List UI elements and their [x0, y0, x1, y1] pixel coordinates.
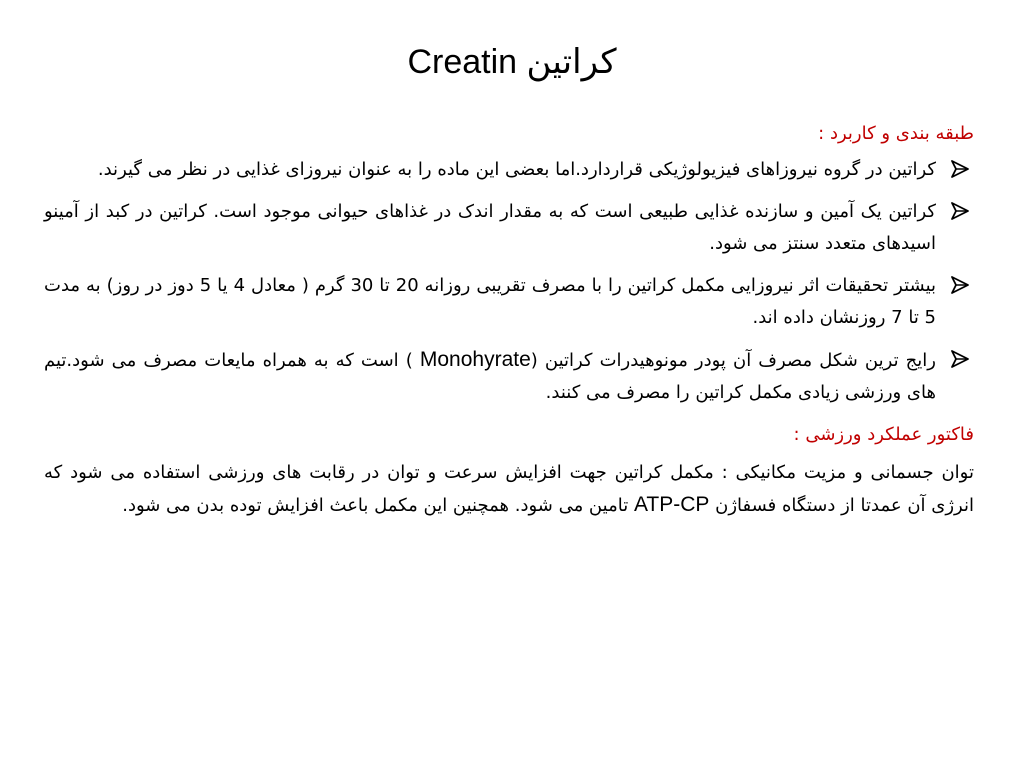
bullet-item: [44, 196, 974, 260]
bullet-item: [44, 344, 974, 409]
bullet-list: [44, 154, 974, 409]
section-heading-performance: فاکتور عملکرد ورزشی :: [793, 424, 974, 445]
section-heading-classification: طبقه بندی و کاربرد :: [818, 123, 974, 144]
bullet-text: کراتین یک آمین و سازنده غذایی طبیعی است که به مقدار اندک در غذاهای حیوانی موجود است. کراتین در کبد از آمینو اسیدهای متعدد سنتز می شود.: [44, 201, 936, 254]
arrow-checkmark-icon: [948, 200, 970, 222]
arrow-checkmark-icon: [948, 158, 970, 180]
bullet-item: [44, 154, 974, 186]
bullet-text-latin: Monohyrate: [419, 348, 531, 371]
bullet-text-before: رایج ترین شکل مصرف آن پودر مونوهیدرات کراتین (: [530, 350, 936, 371]
bullet-text: بیشتر تحقیقات اثر نیروزایی مکمل کراتین را با مصرف تقریبی روزانه 20 تا 30 گرم ( معادل 4 یا 5 دوز در روز) به مدت 5 تا 7 روزنشان داده اند.: [44, 275, 937, 328]
slide-title: کراتین Creatin: [407, 43, 617, 81]
performance-paragraph: [44, 457, 974, 522]
paragraph-text-latin: ATP-CP: [633, 493, 710, 516]
paragraph-text-before: توان جسمانی و مزیت مکانیکی : مکمل کراتین جهت افزایش سرعت و توان در رقابت های ورزشی استفاده می شود که انرژی آن عمدتا از دستگاه فسفاژن: [44, 462, 974, 516]
bullet-item: [44, 270, 974, 334]
bullet-text: کراتین در گروه نیروزاهای فیزیولوژیکی قراردارد.اما بعضی این ماده را به عنوان نیروزای غذایی در نظر می گیرند.: [97, 159, 936, 180]
paragraph-text-after: تامین می شود. همچنین این مکمل باعث افزایش توده بدن می شود.: [122, 495, 634, 516]
arrow-checkmark-icon: [948, 348, 970, 370]
arrow-checkmark-icon: [948, 274, 970, 296]
bullet-text-after: ) است که به همراه مایعات مصرف می شود.تیم های ورزشی زیادی مکمل کراتین را مصرف می کنند.: [44, 350, 936, 403]
slide-content: [44, 118, 974, 522]
